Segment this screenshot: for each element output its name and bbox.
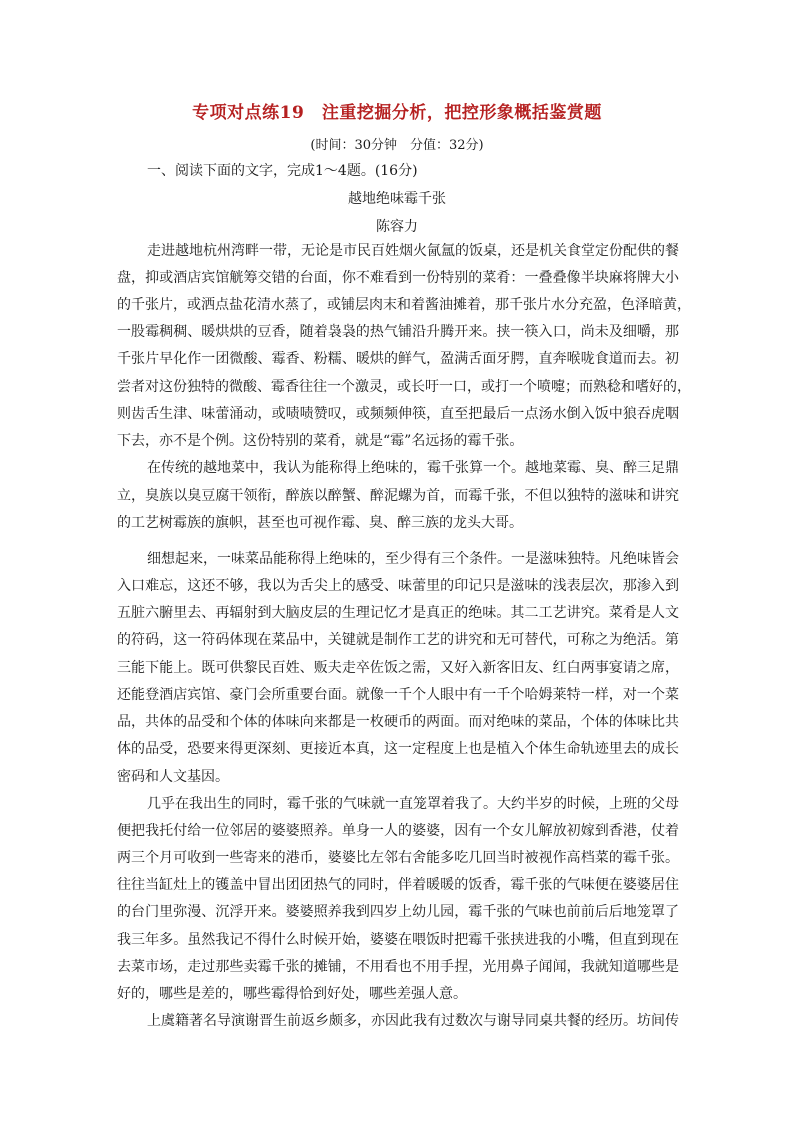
essay-line: 去菜市场，走过那些卖霉千张的摊铺，不用看也不用手捏，光用鼻子闻闻，我就知道哪些是 xyxy=(117,959,679,975)
question-instruction: 一、阅读下面的文字，完成1～4题。(16分) xyxy=(147,163,418,179)
essay-line: 两三个月可收到一些寄来的港币，婆婆比左邻右舍能多吃几回当时被视作高档菜的霉千张。 xyxy=(117,850,679,866)
essay-line: 体的品受，恐要来得更深刻、更接近本真，这一定程度上也是植入个体生命轨迹里去的成长 xyxy=(117,741,679,757)
essay-line: 品，共体的品受和个体的体味向来都是一枚硬币的两面。而对绝味的菜品，个体的体味比共 xyxy=(117,714,679,730)
time-score-info: (时间：30分钟 分值：32分) xyxy=(310,138,484,153)
essay-line: 走进越地杭州湾畔一带，无论是市民百姓烟火氤氲的饭桌，还是机关食堂定份配供的餐 xyxy=(147,243,679,259)
essay-line: 入口难忘，这还不够，我以为舌尖上的感受、味蕾里的印记只是滋味的浅表层次，那渗入到 xyxy=(117,578,679,594)
essay-line: 盘，抑或酒店宾馆觥筹交错的台面，你不难看到一份特别的菜肴：一叠叠像半块麻将牌大小 xyxy=(117,270,679,286)
essay-line: 的工艺树霉族的旗帜，甚至也可视作霉、臭、醉三族的龙头大哥。 xyxy=(117,515,523,531)
essay-line: 几乎在我出生的同时，霉千张的气味就一直笼罩着我了。大约半岁的时候，上班的父母 xyxy=(147,796,679,812)
essay-line: 立，臭族以臭豆腐干领衔，醉族以醉蟹、醉泥螺为首，而霉千张，不但以独特的滋味和讲究 xyxy=(117,488,679,504)
essay-line: 千张片早化作一团微酸、霉香、粉糯、暖烘的鲜气，盈满舌面牙腭，直奔喉咙食道而去。初 xyxy=(117,351,679,367)
essay-line: 还能登酒店宾馆、豪门会所重要台面。就像一千个人眼中有一千个哈姆莱特一样，对一个菜 xyxy=(117,687,679,703)
essay-line: 五脏六腑里去、再辐射到大脑皮层的生理记忆才是真正的绝味。其二工艺讲究。菜肴是人文 xyxy=(117,605,679,621)
essay-line: 往往当缸灶上的镬盖中冒出团团热气的同时，伴着暖暖的饭香，霉千张的气味便在婆婆居住 xyxy=(117,877,679,893)
essay-line: 好的，哪些是差的，哪些霉得恰到好处，哪些差强人意。 xyxy=(117,986,467,1002)
page-title: 专项对点练19 注重挖掘分析，把控形象概括鉴赏题 xyxy=(192,103,602,123)
essay-line: 在传统的越地菜中，我认为能称得上绝味的，霉千张算一个。越地菜霉、臭、醉三足鼎 xyxy=(147,460,679,476)
essay-author: 陈容力 xyxy=(376,219,418,235)
essay-line: 一股霉稠稠、暖烘烘的豆香，随着袅袅的热气铺沿升腾开来。挟一筷入口，尚未及细嚼，那 xyxy=(117,324,679,340)
essay-line: 则齿舌生津、味蕾涌动，或啧啧赞叹，或频频伸筷，直至把最后一点汤水倒入饭中狼吞虎咽 xyxy=(117,406,679,422)
essay-line: 上虞籍著名导演谢晋生前返乡颇多，亦因此我有过数次与谢导同桌共餐的经历。坊间传 xyxy=(147,1013,679,1029)
essay-line: 密码和人文基因。 xyxy=(117,769,229,785)
essay-line: 三能下能上。既可供黎民百姓、贩夫走卒佐饭之需，又好入新客旧友、红白两事宴请之席， xyxy=(117,660,679,676)
essay-title: 越地绝味霉千张 xyxy=(348,191,446,207)
essay-line: 便把我托付给一位邻居的婆婆照养。单身一人的婆婆，因有一个女儿解放初嫁到香港，仗着 xyxy=(117,823,679,839)
essay-line: 的千张片，或洒点盐花清水蒸了，或铺层肉末和着酱油摊着，那千张片水分充盈，色泽暗黄， xyxy=(117,297,691,313)
essay-line: 细想起来，一味菜品能称得上绝味的，至少得有三个条件。一是滋味独特。凡绝味皆会 xyxy=(147,551,679,567)
essay-line: 尝者对这份独特的微酸、霉香往往一个激灵，或长吁一口，或打一个喷嚏；而熟稔和嗜好的， xyxy=(117,379,691,395)
essay-line: 的符码，这一符码体现在菜品中，关键就是制作工艺的讲究和无可替代，可称之为绝活。第 xyxy=(117,632,679,648)
essay-line: 下去，亦不是个例。这份特别的菜肴，就是“霉”名远扬的霉千张。 xyxy=(117,433,524,449)
essay-line: 的台门里弥漫、沉浮开来。婆婆照养我到四岁上幼儿园，霉千张的气味也前前后后地笼罩了 xyxy=(117,904,679,920)
essay-line: 我三年多。虽然我记不得什么时候开始，婆婆在喂饭时把霉千张挟进我的小嘴，但直到现在 xyxy=(117,932,679,948)
